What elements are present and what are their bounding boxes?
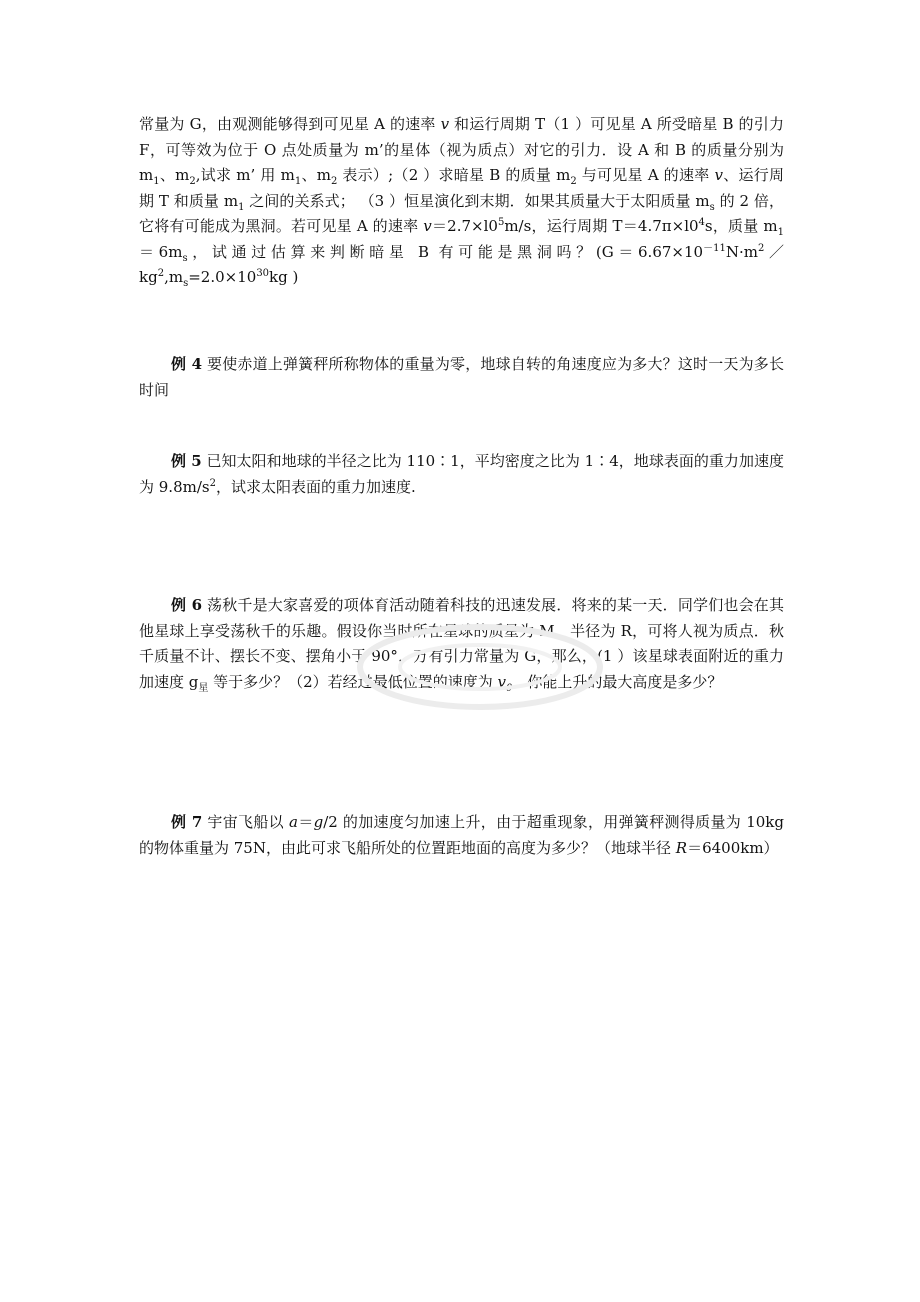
- text-run: =2.0×10: [188, 268, 257, 286]
- text-run: 和运行周期 T（1 ）可见星 A 所受暗星 B 的引力 F，可等效为位于 O 点处质量为 m’的星体（视为质点）对它的引力．设 A 和 B 的质量分别为 m: [139, 115, 784, 184]
- subscript: 1: [777, 227, 785, 238]
- text-run: ,m: [164, 268, 184, 286]
- subscript: 星: [198, 682, 209, 694]
- text-run: 、运行周期 T 和质量 m: [139, 166, 784, 210]
- subscript: s: [183, 278, 189, 289]
- text-run: ，试求太阳表面的重力加速度.: [215, 477, 416, 496]
- example-5: [139, 449, 784, 500]
- superscript: 2: [757, 242, 765, 254]
- text-run: 常量为 G，由观测能够得到可见星 A 的速率: [139, 115, 441, 133]
- variable-v: v: [423, 217, 432, 235]
- text-run: 要使赤道上弹簧秤所称物体的重量为零，地球自转的角速度应为多大？这时一天为多长时间: [139, 355, 784, 399]
- subscript: 1: [238, 201, 245, 213]
- text-run: 等于多少？（2）若经过最低位置的速度为: [208, 672, 498, 691]
- variable-v: v: [440, 115, 450, 133]
- example-label: 例 4: [171, 355, 203, 373]
- superscript: 2: [209, 477, 216, 489]
- text-run: m/s，运行周期 T＝4.7π×l0: [504, 217, 699, 235]
- text-run: ／kg: [139, 242, 784, 286]
- subscript: s: [709, 201, 715, 213]
- text-run: 的 2 倍，它将有可能成为黑洞。若可见星 A 的速率: [139, 191, 784, 235]
- subscript: 1: [153, 176, 160, 187]
- example-7: [139, 810, 784, 861]
- superscript: 5: [497, 217, 505, 228]
- text-run: ,试求 m’ 用 m: [195, 166, 295, 184]
- variable-v: v: [714, 166, 723, 184]
- text-run: ，试通过估算来判断暗星 B 有可能是黑洞吗？(G＝6.67×10: [187, 242, 704, 261]
- text-run: 与可见星 A 的速率: [576, 166, 715, 184]
- variable-a: a: [289, 813, 298, 831]
- text-run: ．你能上升的最大高度是多少？: [512, 672, 723, 691]
- subscript: 0: [505, 682, 513, 694]
- superscript: 2: [157, 268, 165, 279]
- text-run: 之间的关系式； （3 ）恒星演化到末期．如果其质量大于太阳质量 m: [244, 191, 710, 210]
- superscript: 4: [698, 217, 705, 228]
- text-run: ＝6400km）: [687, 838, 779, 857]
- superscript: 30: [256, 268, 270, 279]
- superscript: －11: [703, 242, 726, 254]
- text-run: 荡秋千是大家喜爱的项体育活动随着科技的迅速发展．将来的某一天．同学们也会在其他星球上享受荡秋千的乐趣。假设你当时所在星球的质星为 M、半径为 R，可将人视为质点．秋千质量不计、摆长不变、摆角小于 90°，万有引力常量为 G，那么，(1 ）该星球表面附近的重力加速度 g: [139, 596, 784, 691]
- text-run: ＝: [298, 813, 314, 831]
- subscript: 2: [330, 176, 338, 187]
- subscript: 1: [294, 176, 302, 187]
- example-label: 例 5: [171, 452, 202, 470]
- example-label: 例 7: [171, 813, 203, 831]
- text-run: 宇宙飞船以: [202, 813, 290, 831]
- subscript: 2: [189, 176, 196, 187]
- example-label: 例 6: [171, 596, 203, 614]
- text-run: s，质量 m: [704, 217, 778, 235]
- subscript: s: [182, 252, 188, 264]
- variable-g: g: [313, 813, 324, 831]
- text-run: kg ): [269, 268, 299, 286]
- text-run: 、m: [159, 166, 190, 184]
- example-4: [139, 352, 784, 403]
- text-run: ＝6m: [139, 242, 183, 261]
- text-run: N·m: [725, 242, 758, 261]
- subscript: 2: [570, 176, 577, 187]
- text-run: 表示）;（2 ）求暗星 B 的质量 m: [337, 166, 571, 184]
- text-run: ＝2.7×l0: [431, 217, 498, 235]
- text-run: 、m: [301, 166, 331, 184]
- example-6: [139, 593, 784, 695]
- paragraph-continuation: [139, 112, 784, 291]
- text-run: /2 的加速度匀加速上升，由于超重现象，用弹簧秤测得质量为 10kg 的物体重量为 75N，由此可求飞船所处的位置距地面的高度为多少？（地球半径: [139, 813, 784, 857]
- text-run: 已知太阳和地球的半径之比为 110∶1，平均密度之比为 1∶4，地球表面的重力加速度为 9.8m/s: [139, 452, 784, 496]
- variable-r: R: [675, 838, 688, 857]
- variable-v0: v: [497, 672, 506, 691]
